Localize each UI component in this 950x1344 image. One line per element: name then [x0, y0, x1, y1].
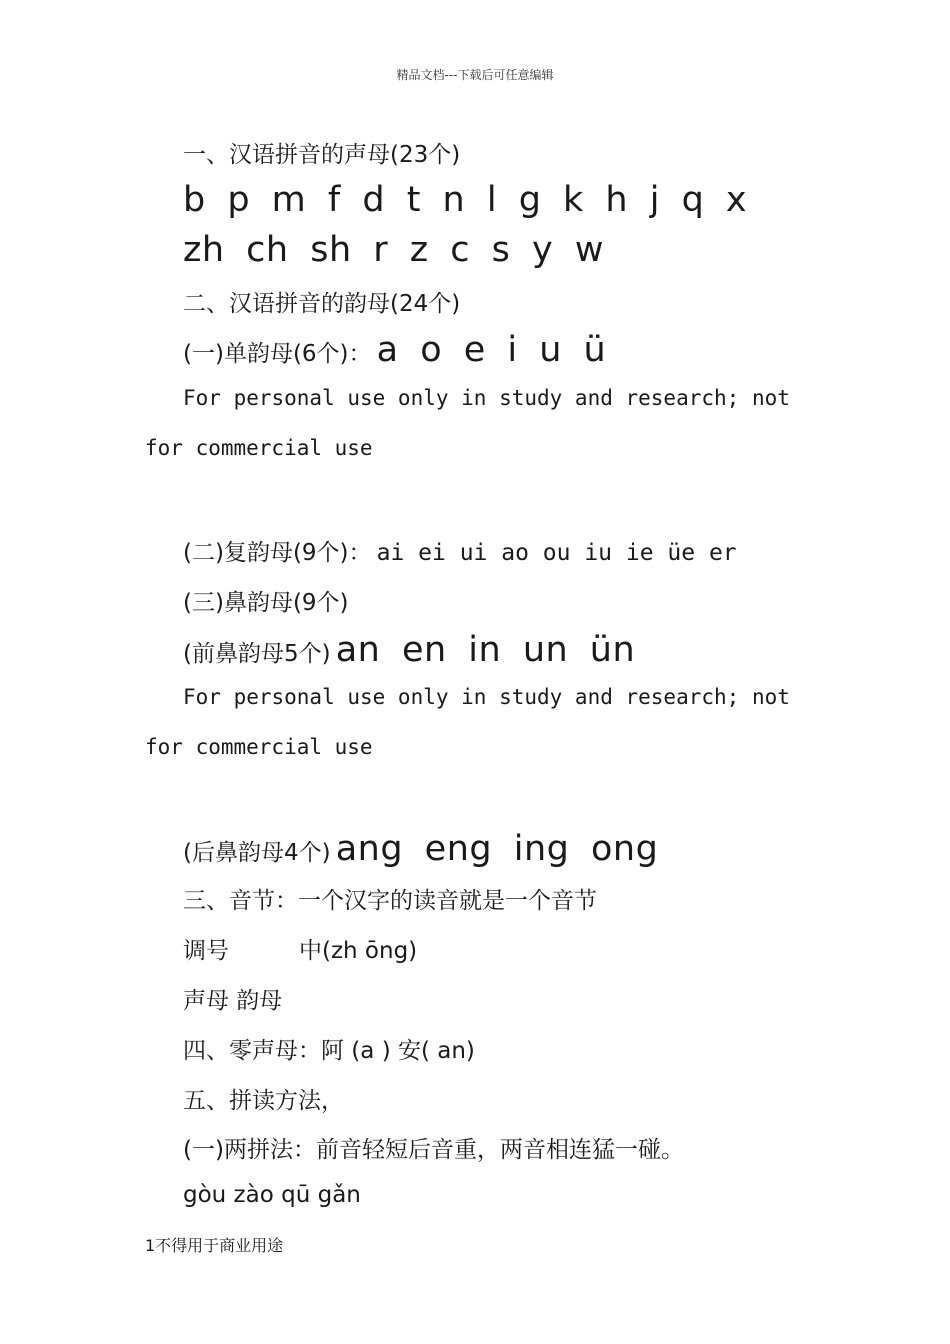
tone-mark-label: 调号: [183, 938, 229, 964]
simple-finals-label: (一)单韵母(6个)：: [183, 341, 372, 367]
compound-finals-values: ai ei ui ao ou iu ie üe er: [376, 540, 737, 566]
section1-title: 一、汉语拼音的声母(23个): [183, 142, 461, 168]
syllable-example: 中(zh ōng): [299, 938, 418, 964]
usage-note-2-line-2: for commercial use: [145, 735, 373, 759]
simple-finals-values: a o e i u ü: [376, 330, 607, 370]
usage-note-1-line-1: For personal use only in study and research; not: [183, 386, 790, 410]
section4-title: 四、零声母：阿 (a ) 安( an): [183, 1038, 475, 1064]
usage-note-1-line-2: for commercial use: [145, 436, 373, 460]
section3-title: 三、音节：一个汉字的读音就是一个音节: [183, 888, 597, 914]
back-nasal-label: (后鼻韵母4个): [183, 840, 331, 866]
page-header: 精品文档---下载后可任意编辑: [396, 68, 554, 82]
section5-title: 五、拼读方法，: [183, 1088, 344, 1114]
back-nasal-line: [183, 829, 658, 869]
section2-title: 二、汉语拼音的韵母(24个): [183, 291, 461, 317]
back-nasal-values: ang eng ing ong: [335, 829, 659, 869]
nasal-finals-title: (三)鼻韵母(9个): [183, 590, 349, 616]
page-footer: 1不得用于商业用途: [145, 1236, 284, 1255]
simple-finals-line: [183, 330, 606, 370]
pinyin-example: gòu zào qū gǎn: [183, 1182, 361, 1208]
front-nasal-label: (前鼻韵母5个): [183, 641, 331, 667]
front-nasal-line: [183, 630, 635, 670]
front-nasal-values: an en in un ün: [335, 630, 636, 670]
syllable-example-line: [183, 932, 417, 965]
initials-row-2: zh ch sh r z c s y w: [183, 230, 604, 270]
initials-row-1: b p m f d t n l g k h j q x: [183, 180, 748, 220]
syllable-parts: 声母 韵母: [183, 988, 283, 1014]
two-part-method: (一)两拼法：前音轻短后音重，两音相连猛一碰。: [183, 1137, 684, 1163]
compound-finals-line: [183, 534, 737, 567]
usage-note-2-line-1: For personal use only in study and research; not: [183, 685, 790, 709]
compound-finals-label: (二)复韵母(9个)：: [183, 540, 372, 566]
